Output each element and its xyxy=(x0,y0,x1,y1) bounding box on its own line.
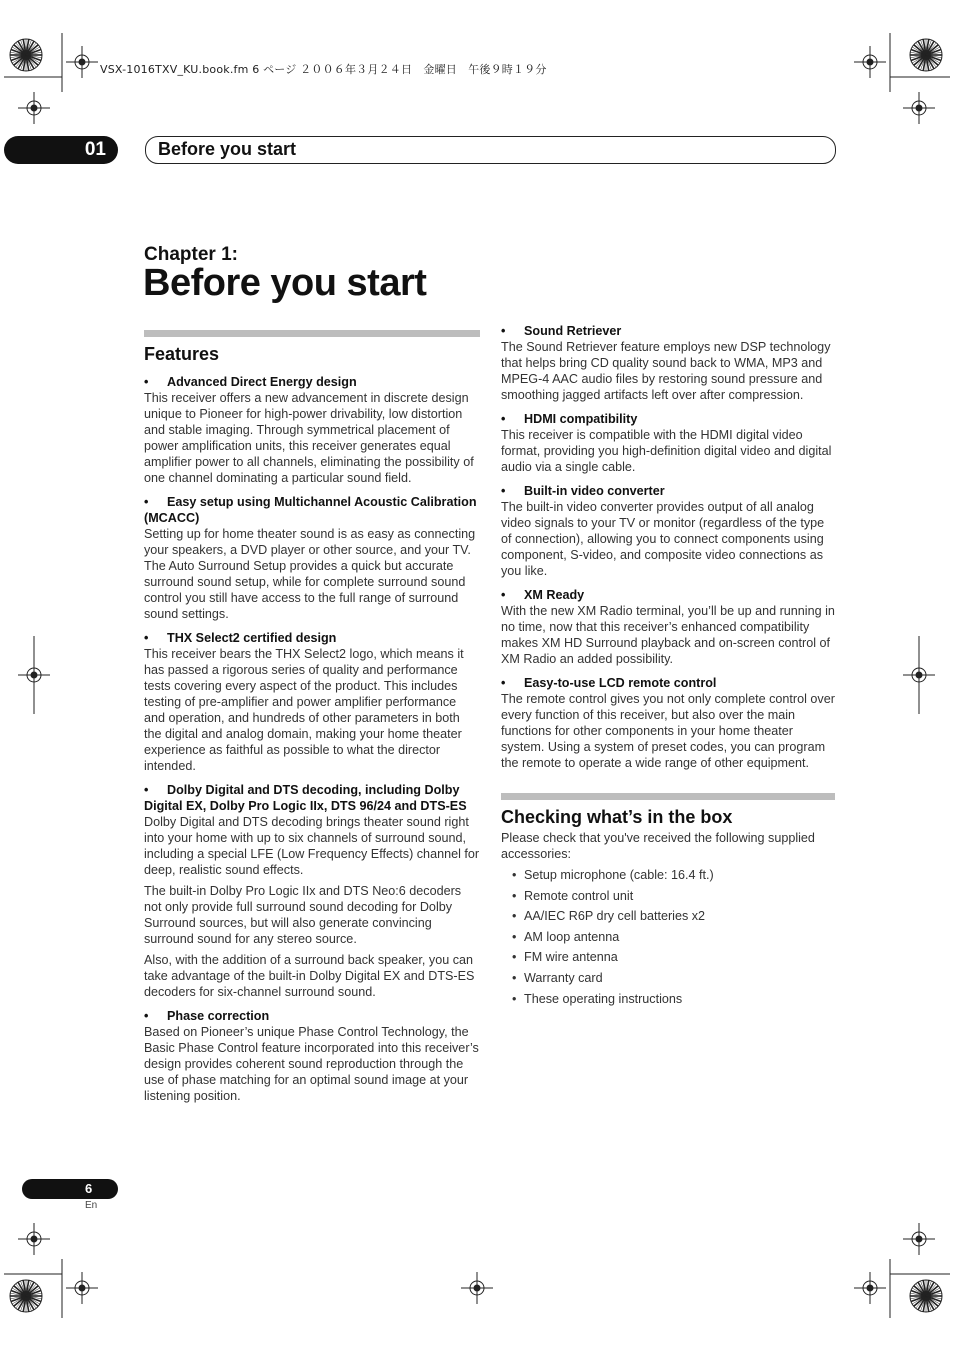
bullet-icon: • xyxy=(512,929,517,944)
bullet-icon: • xyxy=(144,375,149,389)
registration-mark-icon xyxy=(18,92,50,124)
features-list-left xyxy=(144,374,480,1104)
list-item: • AA/IEC R6P dry cell batteries x2 xyxy=(512,909,706,924)
list-item: • FM wire antenna xyxy=(512,950,618,965)
feature-item xyxy=(501,483,835,579)
left-column xyxy=(144,330,480,1112)
section-bar xyxy=(144,330,480,337)
color-target-icon xyxy=(910,1280,942,1312)
feature-title: • XM Ready xyxy=(501,588,585,602)
bullet-icon: • xyxy=(144,631,149,645)
registration-mark-icon xyxy=(854,1272,886,1304)
chapter-label: Chapter 1: xyxy=(144,244,238,265)
bullet-icon: • xyxy=(512,950,517,965)
bullet-icon: • xyxy=(501,484,506,498)
feature-item xyxy=(501,323,835,403)
feature-item xyxy=(501,587,835,667)
right-column xyxy=(501,323,835,1011)
bullet-icon: • xyxy=(512,868,517,882)
feature-item xyxy=(144,630,480,774)
feature-description: Setting up for home theater sound is as easy as connecting your speakers, a DVD player or other source, and your TV. The Auto Surround Setup provides a quick but accurate surround sound setup, while for complete surround sound control you still have access to the full range of surround sound settings. xyxy=(144,527,476,621)
feature-description: Also, with the addition of a surround back speaker, you can take advantage of the built-in Dolby Digital EX and DTS-ES decoders for six-channel surround sound. xyxy=(144,953,475,999)
feature-item xyxy=(144,494,480,622)
feature-title: • Phase correction xyxy=(144,1009,270,1023)
features-list-right xyxy=(501,323,835,771)
feature-item xyxy=(144,782,480,1000)
registration-mark-icon xyxy=(903,1223,935,1255)
bullet-icon: • xyxy=(144,1009,149,1023)
feature-title: • Dolby Digital and DTS decoding, including Dolby Digital EX, Dolby Pro Logic IIx, DTS 96/24 and DTS-ES xyxy=(144,783,467,813)
features-heading: Features xyxy=(144,344,220,364)
box-intro: Please check that you've received the following supplied accessories: xyxy=(501,831,815,861)
page-number: 6 xyxy=(85,1181,93,1196)
feature-description: The built-in Dolby Pro Logic IIx and DTS Neo:6 decoders not only provide full surround sound decoding for Dolby Surround sources, but will also generate convincing surround sound for any stereo source. xyxy=(144,884,462,946)
feature-title: • Easy setup using Multichannel Acoustic Calibration (MCACC) xyxy=(144,495,477,525)
list-item: • These operating instructions xyxy=(512,991,683,1006)
registration-mark-icon xyxy=(18,1223,50,1255)
list-item: • Setup microphone (cable: 16.4 ft.) xyxy=(512,868,714,882)
bullet-icon: • xyxy=(144,495,149,509)
language-code: En xyxy=(85,1200,98,1211)
feature-item xyxy=(144,1008,480,1104)
feature-title: • THX Select2 certified design xyxy=(144,631,337,645)
running-header-title: Before you start xyxy=(158,139,297,159)
page-number-tab xyxy=(22,1179,118,1199)
feature-description: The remote control gives you not only complete control over every function of this receiver, but also over the main functions for other components in your home theater system. Using a system of preset codes, you can program the remote to operate a wide range of other equipment. xyxy=(501,692,835,770)
feature-title: • Sound Retriever xyxy=(501,324,622,338)
feature-title: • Advanced Direct Energy design xyxy=(144,375,357,389)
feature-description: This receiver is compatible with the HDMI digital video format, providing you high-definition digital video and digital audio via a single cable. xyxy=(501,428,832,474)
print-header: VSX-1016TXV_KU.book.fm 6 ページ ２００６年３月２４日 金曜日 午後９時１９分 xyxy=(100,63,547,76)
feature-title: • Easy-to-use LCD remote control xyxy=(501,676,717,690)
registration-mark-icon xyxy=(66,1272,98,1304)
bullet-icon: • xyxy=(501,676,506,690)
feature-item xyxy=(501,675,835,771)
registration-mark-icon xyxy=(903,92,935,124)
feature-description: Based on Pioneer’s unique Phase Control Technology, the Basic Phase Control feature incorporated into this receiver’s design provides coherent sound reproduction through the use of phase matching for an optimal sound image at your listening position. xyxy=(144,1025,479,1103)
list-item: • AM loop antenna xyxy=(512,929,620,944)
feature-item xyxy=(501,411,835,475)
chapter-title: Before you start xyxy=(143,262,427,304)
bullet-icon: • xyxy=(501,324,506,338)
registration-mark-icon xyxy=(854,46,886,78)
feature-description: With the new XM Radio terminal, you’ll be up and running in no time, now that this receiver’s enhanced compatibility makes XM HD Surround playback and on-screen control of XM Radio an added possibility. xyxy=(501,604,835,666)
registration-mark-icon xyxy=(66,46,98,78)
bullet-icon: • xyxy=(512,909,517,924)
feature-description: The Sound Retriever feature employs new DSP technology that helps bring CD quality sound back to WMA, MP3 and MPEG-4 AAC audio files by restoring sound pressure and smoothing jagged artifacts left over after compression. xyxy=(501,340,831,402)
box-heading: Checking what’s in the box xyxy=(501,807,733,827)
box-contents-list xyxy=(501,867,835,1007)
list-item: • Warranty card xyxy=(512,970,603,985)
running-header xyxy=(145,136,836,164)
feature-description: This receiver bears the THX Select2 logo, which means it has passed a rigorous series of quality and performance tests covering every aspect of the product. This includes testing of pre-amplifier and power amplifier performance and operation, and hundreds of other parameters in both the digital and analog domain, making your home theater experience as faithful as possible to what the director intended. xyxy=(144,647,464,773)
chapter-number-tab xyxy=(4,136,118,164)
bullet-icon: • xyxy=(512,888,517,903)
feature-item xyxy=(144,374,480,486)
bullet-icon: • xyxy=(501,588,506,602)
color-target-icon xyxy=(910,39,942,71)
list-item: • Remote control unit xyxy=(512,888,634,903)
section-bar xyxy=(501,793,835,800)
feature-title: • Built-in video converter xyxy=(501,484,665,498)
bullet-icon: • xyxy=(501,412,506,426)
color-target-icon xyxy=(10,1280,42,1312)
feature-description: Dolby Digital and DTS decoding brings theater sound right into your home with up to six channels of surround sound, including a special LFE (Low Frequency Effects) channel for deep, realistic sound effects. xyxy=(144,815,480,877)
color-target-icon xyxy=(10,39,42,71)
feature-title: • HDMI compatibility xyxy=(501,412,638,426)
feature-description: This receiver offers a new advancement in discrete design unique to Pioneer for high-power drivability, low distortion and stable imaging. Through symmetrical placement of power amplification units, this receiver generates equal amplifier power to all channels, eliminating the possibility of one channel dominating a particular sound field. xyxy=(144,391,474,485)
bullet-icon: • xyxy=(512,970,517,985)
registration-mark-icon xyxy=(461,1272,493,1304)
chapter-number: 01 xyxy=(84,139,106,160)
bullet-icon: • xyxy=(512,991,517,1006)
feature-description: The built-in video converter provides output of all analog video signals to your TV or monitor (regardless of the type of connection), allowing you to connect components using component, S-video, and composite video connections as you like. xyxy=(501,500,825,578)
bullet-icon: • xyxy=(144,783,149,797)
